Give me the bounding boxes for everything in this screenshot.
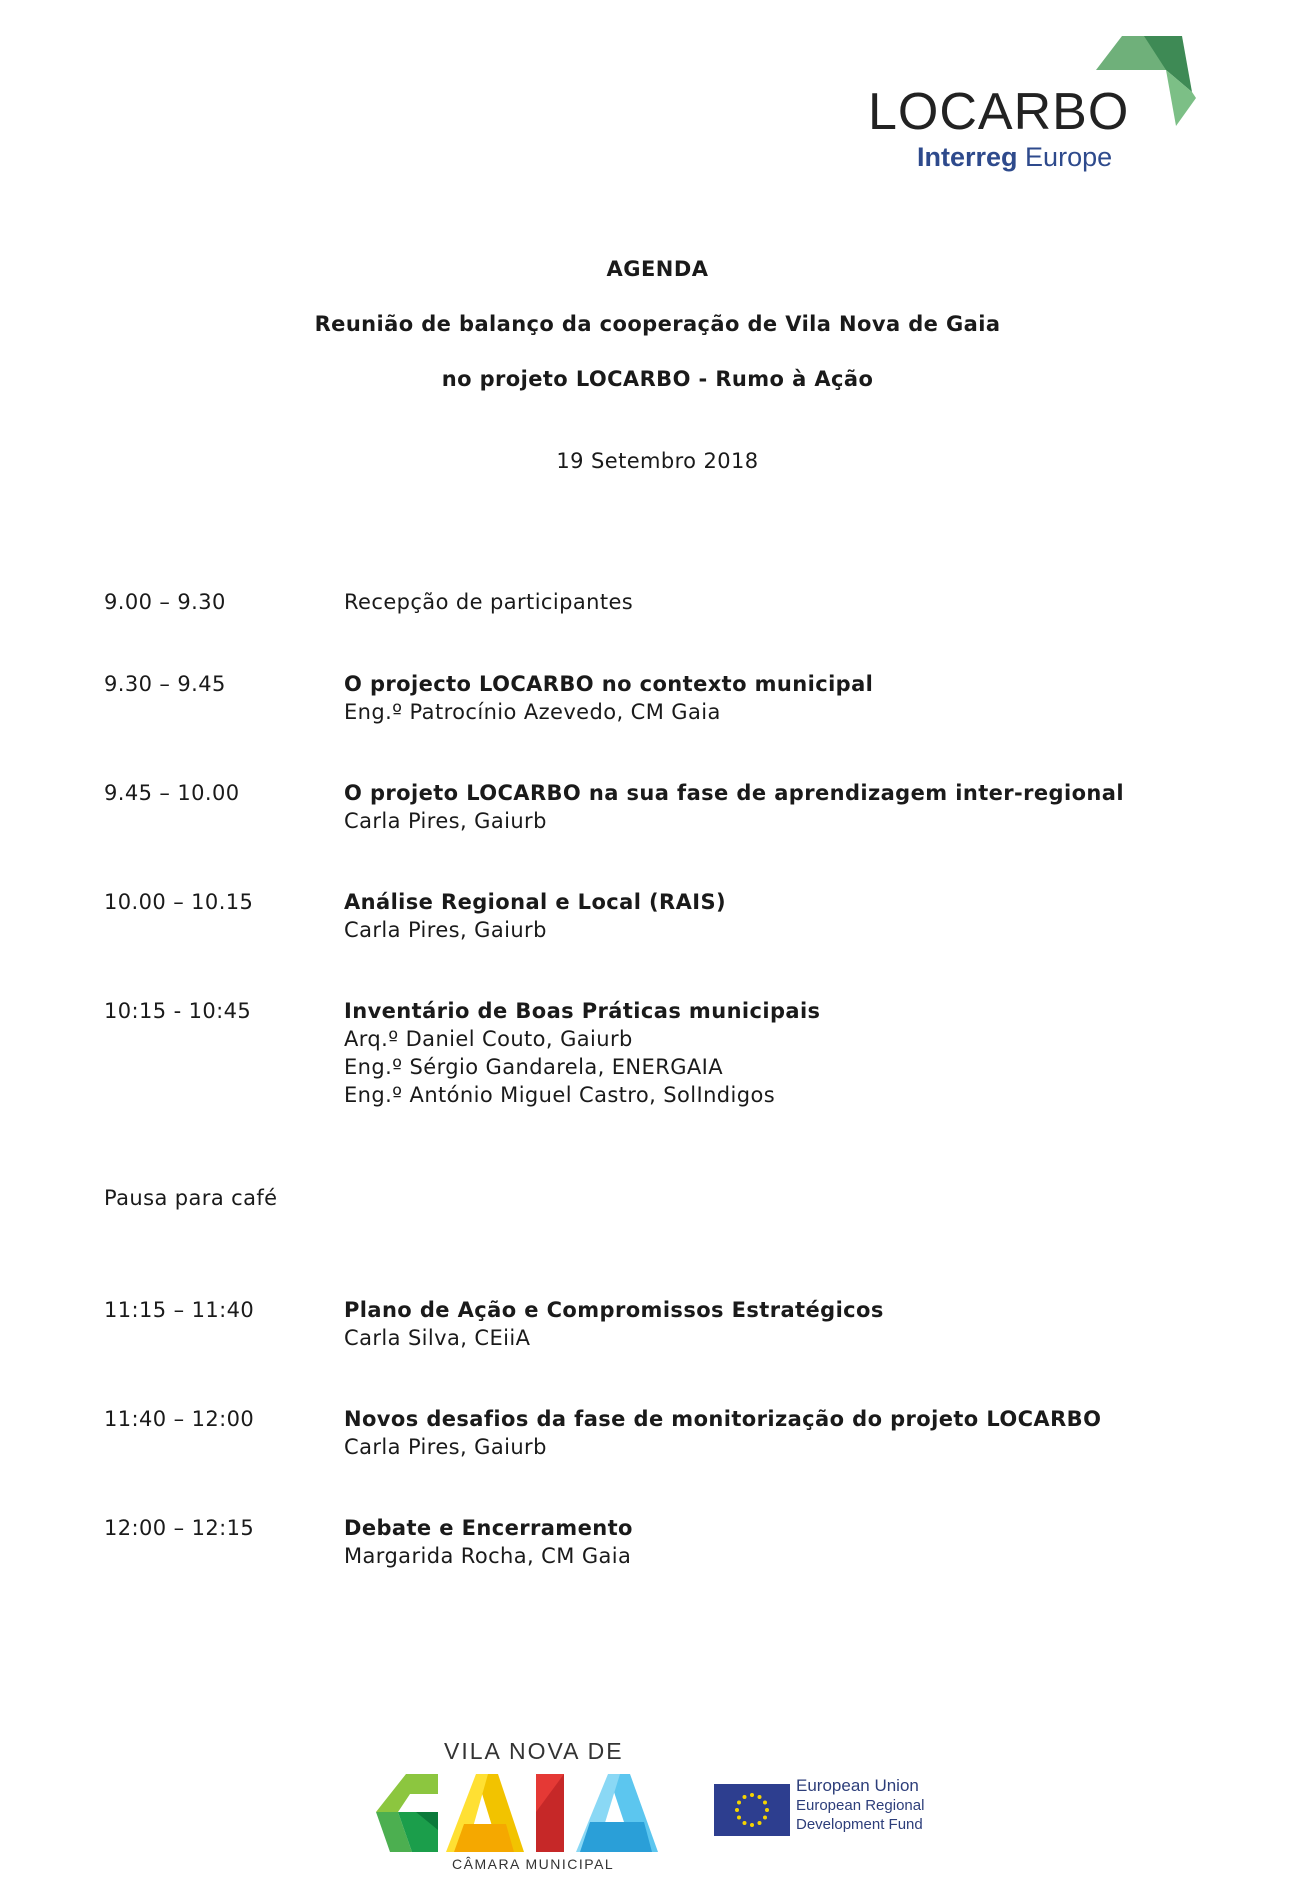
gaia-top-text: VILA NOVA DE: [444, 1738, 624, 1764]
agenda-speaker: Eng.º Patrocínio Azevedo, CM Gaia: [344, 700, 721, 724]
meeting-title-line1: Reunião de balanço da cooperação de Vila Nova de Gaia: [314, 312, 1001, 336]
eu-fund-label-2: Development Fund: [796, 1816, 923, 1833]
agenda-time: 12:00 – 12:15: [104, 1516, 255, 1540]
agenda-title: Plano de Ação e Compromissos Estratégicos: [344, 1298, 884, 1322]
agenda-time: 10:15 - 10:45: [104, 999, 252, 1023]
agenda-speaker: Carla Pires, Gaiurb: [344, 809, 547, 833]
agenda-title: Análise Regional e Local (RAIS): [344, 890, 726, 914]
eu-erdf-logo: [714, 1776, 974, 1836]
agenda-body: [344, 670, 1244, 726]
agenda-title: O projeto LOCARBO na sua fase de aprendizagem inter-regional: [344, 781, 1124, 805]
agenda-body: [344, 779, 1244, 835]
agenda-speaker: Eng.º Sérgio Gandarela, ENERGAIA: [344, 1055, 723, 1079]
eu-text-block: [796, 1776, 924, 1834]
agenda-time: 9.30 – 9.45: [104, 672, 226, 696]
gaia-bottom-text: CÂMARA MUNICIPAL: [452, 1856, 615, 1872]
agenda-body: [344, 588, 1244, 616]
eu-fund-label-1: European Regional: [796, 1797, 925, 1814]
agenda-body: [344, 1405, 1244, 1461]
europe-label: Europe: [1025, 142, 1113, 172]
gaia-logo-mark: [376, 1772, 686, 1852]
agenda-description: Recepção de participantes: [344, 590, 634, 614]
agenda-time: 11:15 – 11:40: [104, 1298, 255, 1322]
agenda-time: 9.00 – 9.30: [104, 590, 226, 614]
agenda-time: 10.00 – 10.15: [104, 890, 254, 914]
agenda-body: [344, 1514, 1244, 1570]
agenda-title: Inventário de Boas Práticas municipais: [344, 999, 821, 1023]
agenda-speaker: Margarida Rocha, CM Gaia: [344, 1544, 632, 1568]
agenda-speaker: Arq.º Daniel Couto, Gaiurb: [344, 1027, 633, 1051]
eu-union-label: European Union: [796, 1776, 919, 1795]
agenda-title: Debate e Encerramento: [344, 1516, 633, 1540]
agenda-heading: AGENDA: [606, 257, 709, 281]
meeting-title-line2: no projeto LOCARBO - Rumo à Ação: [441, 367, 874, 391]
agenda-time: 9.45 – 10.00: [104, 781, 240, 805]
agenda-title: O projecto LOCARBO no contexto municipal: [344, 672, 874, 696]
agenda-speaker: Carla Silva, CEiiA: [344, 1326, 531, 1350]
agenda-body: [344, 888, 1244, 944]
meeting-date: 19 Setembro 2018: [556, 449, 759, 473]
interreg-label: Interreg: [917, 142, 1018, 172]
agenda-title: Novos desafios da fase de monitorização do projeto LOCARBO: [344, 1407, 1102, 1431]
locarbo-interreg-logo: [868, 36, 1198, 176]
agenda-body: [344, 997, 1244, 1109]
gaia-municipality-logo: [376, 1738, 686, 1878]
agenda-speaker: Carla Pires, Gaiurb: [344, 918, 547, 942]
agenda-speaker: Carla Pires, Gaiurb: [344, 1435, 547, 1459]
agenda-time: 11:40 – 12:00: [104, 1407, 255, 1431]
agenda-speaker: Eng.º António Miguel Castro, SolIndigos: [344, 1083, 776, 1107]
interreg-europe-wordmark: [917, 144, 1112, 171]
agenda-body: [344, 1296, 1244, 1352]
locarbo-wordmark: LOCARBO: [868, 83, 1130, 141]
coffee-break: Pausa para café: [104, 1186, 278, 1210]
eu-flag-icon: [714, 1784, 790, 1836]
